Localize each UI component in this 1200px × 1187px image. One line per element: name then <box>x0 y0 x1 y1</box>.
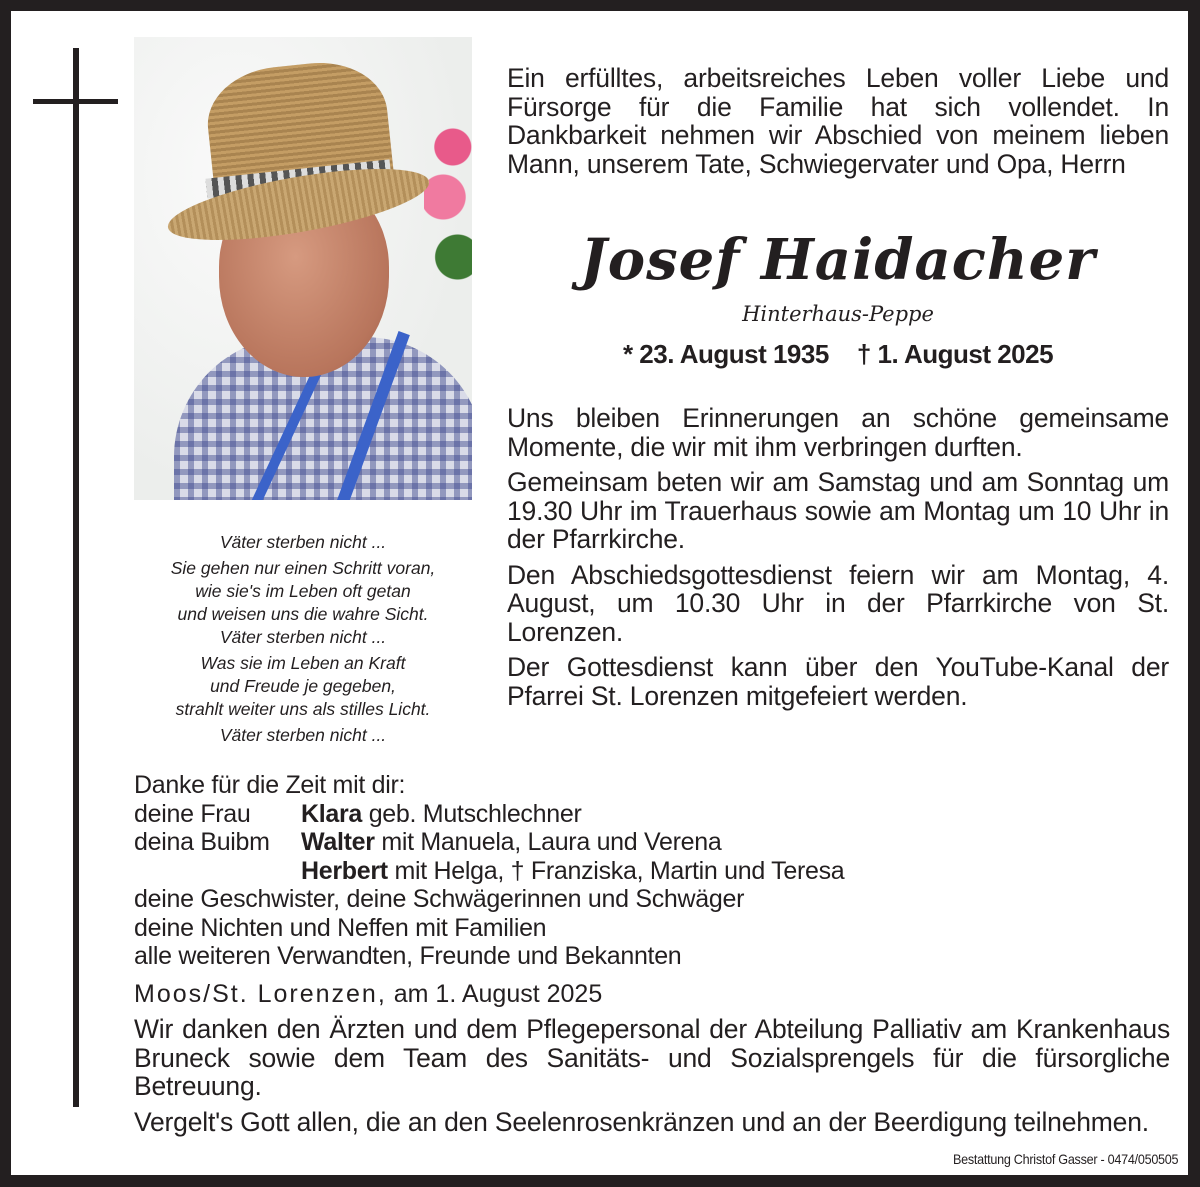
prayer-paragraph: Gemeinsam beten wir am Samstag und am Sonntag um 19.30 Uhr im Trauerhaus sowie am Montag um 10 Uhr in der Pfarrkirche. <box>507 467 1169 554</box>
mourner-line: deine Geschwister, deine Schwägerinnen und Schwäger <box>134 885 745 913</box>
poem-line: Sie gehen nur einen Schritt voran, <box>170 558 436 578</box>
portrait-photo <box>134 37 472 500</box>
memories-paragraph: Uns bleiben Erinnerungen an schöne gemeinsame Momente, die wir mit ihm verbringen durften. <box>507 403 1169 462</box>
place: Moos/St. Lorenzen, <box>134 980 387 1008</box>
death-date: † 1. August 2025 <box>856 339 1054 369</box>
acknowledgements <box>134 1015 1170 1143</box>
undertaker-credit: Bestattung Christof Gasser - 0474/050505 <box>952 1151 1178 1167</box>
thanks-paragraph: Wir danken den Ärzten und dem Pflegepersonal der Abteilung Palliativ am Krankenhaus Bruneck sowie dem Team des Sanitäts- und Sozialsprengels für die fürsorgliche Betreuung. <box>134 1014 1170 1101</box>
mourner-name: Klara <box>301 799 363 828</box>
poem-line: Väter sterben nicht ... <box>219 725 387 745</box>
poem-line: und weisen uns die wahre Sicht. <box>177 604 429 624</box>
cross-icon-bar <box>33 99 118 104</box>
poem-line: strahlt weiter uns als stilles Licht. <box>175 699 431 719</box>
mourners-list <box>134 771 1174 971</box>
poem-line: Was sie im Leben an Kraft <box>200 653 406 673</box>
poem-line: und Freude je gegeben, <box>210 676 396 696</box>
service-info <box>507 404 1169 717</box>
mourner-line: deine Nichten und Neffen mit Familien <box>134 913 547 942</box>
geranium-flowers <box>424 107 472 307</box>
place-and-date <box>134 979 1174 1009</box>
mourners-heading: Danke für die Zeit mit dir: <box>134 771 406 799</box>
mourner-row <box>134 828 1174 857</box>
poem-stanza <box>134 724 472 747</box>
deceased-name: Josef Haidacher <box>580 227 1096 293</box>
birth-date: * 23. August 1935 <box>622 339 829 369</box>
mourner-line: alle weiteren Verwandten, Freunde und Bekannten <box>134 942 682 970</box>
thanks-paragraph: Vergelt's Gott allen, die an den Seelenrosenkränzen und an der Beerdigung teilnehmen. <box>134 1106 1149 1137</box>
deceased-nickname: Hinterhaus-Peppe <box>742 302 934 326</box>
date: am 1. August 2025 <box>386 980 603 1008</box>
mourner-relation: deine Frau <box>134 799 251 828</box>
poem-line: wie sie's im Leben oft getan <box>195 581 411 601</box>
mourner-row <box>134 857 1174 886</box>
mourner-name: Walter <box>301 828 375 856</box>
obituary-page <box>11 11 1188 1175</box>
mourner-name: Herbert <box>301 856 388 885</box>
poem-stanza <box>134 652 472 721</box>
funeral-mass-paragraph: Den Abschiedsgottesdienst feiern wir am Montag, 4. August, um 10.30 Uhr in der Pfarrkirche von St. Lorenzen. <box>507 559 1169 647</box>
poem <box>134 531 472 750</box>
intro-text: Ein erfülltes, arbeitsreiches Leben voller Liebe und Fürsorge für die Familie hat sich vollendet. In Dankbarkeit nehmen wir Abschied von meinem lieben Mann, unserem Tate, Schwiegervater und Opa, Herrn <box>507 63 1169 179</box>
poem-stanza <box>134 557 472 649</box>
poem-line: Väter sterben nicht ... <box>219 532 387 552</box>
mourner-detail: geb. Mutschlechner <box>362 799 582 828</box>
poem-line: Väter sterben nicht ... <box>219 627 387 647</box>
mourner-detail: mit Manuela, Laura und Verena <box>374 828 722 856</box>
life-dates <box>507 339 1169 369</box>
poem-stanza <box>134 531 472 554</box>
mourner-detail: mit Helga, † Franziska, Martin und Teresa <box>387 856 845 885</box>
livestream-paragraph: Der Gottesdienst kann über den YouTube-Kanal der Pfarrei St. Lorenzen mitgefeiert werden. <box>507 652 1169 711</box>
cross-icon <box>73 48 79 1107</box>
mourner-relation: deina Buibm <box>134 828 270 856</box>
mourner-row <box>134 800 1174 829</box>
